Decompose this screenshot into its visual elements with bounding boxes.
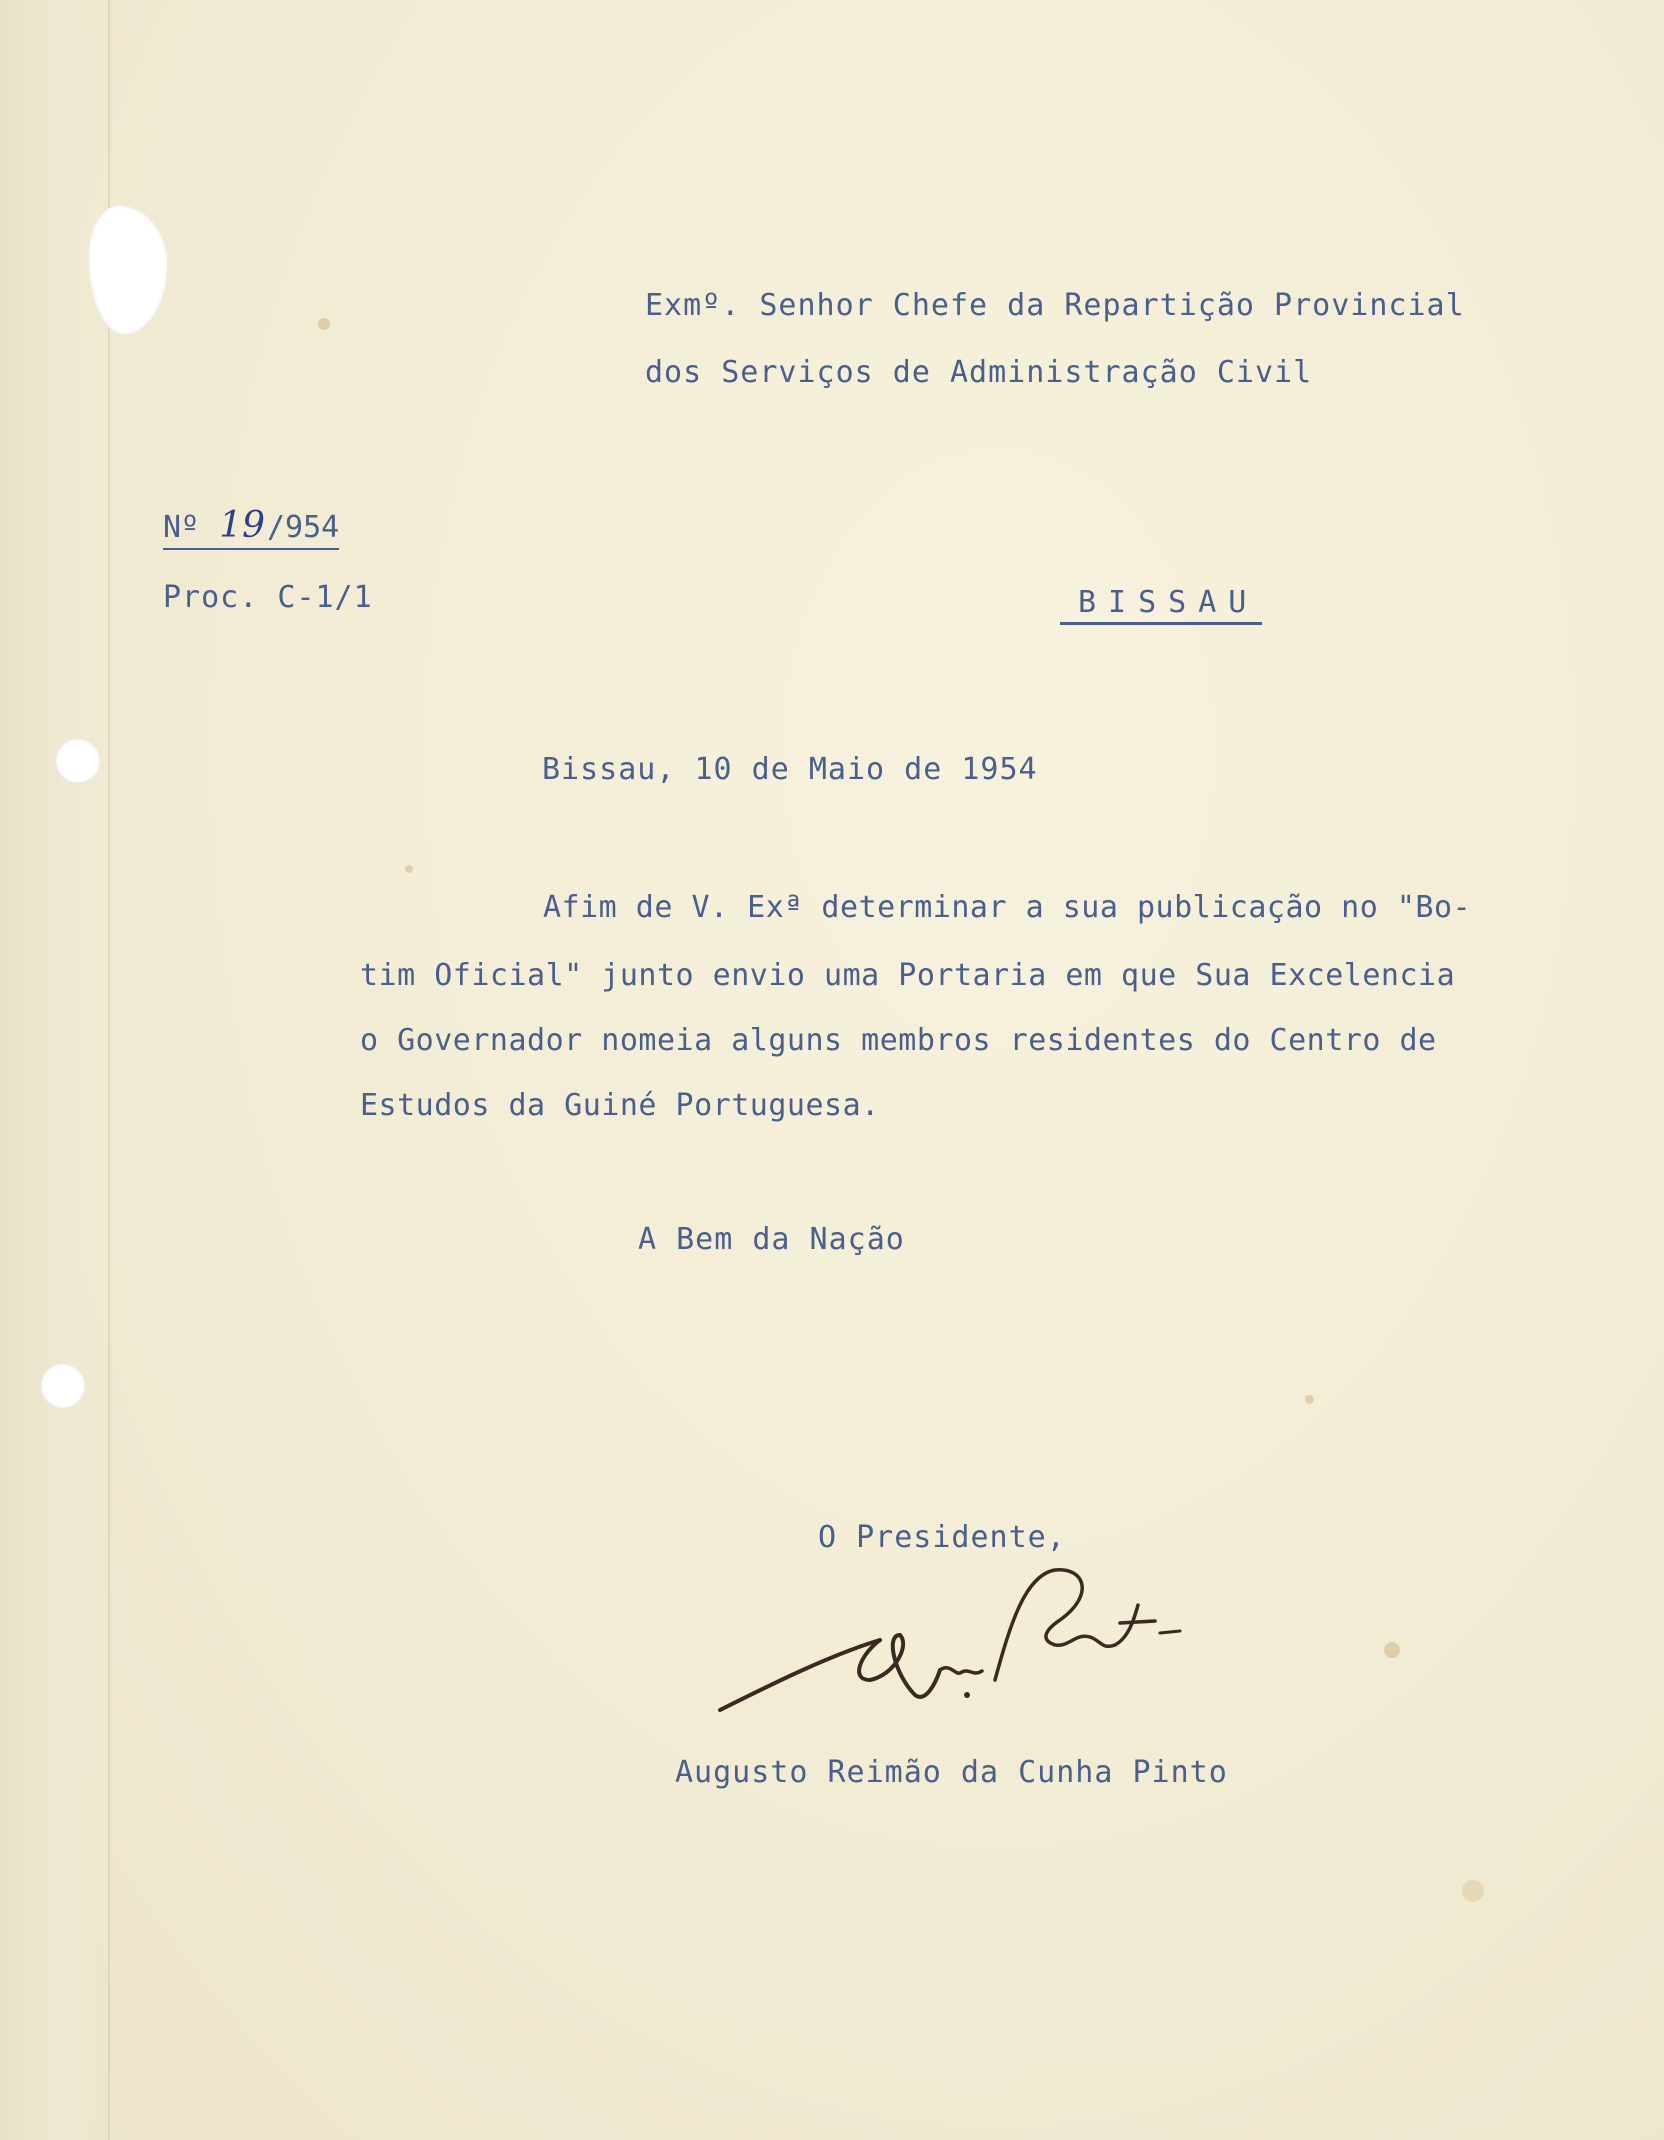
process-reference: Proc. C-1/1 [163,580,373,615]
addressee-line-1: Exmº. Senhor Chefe da Repartição Provincial [645,288,1465,323]
handwritten-signature [710,1545,1190,1735]
body-line: tim Oficial" junto envio uma Portaria em que Sua Excelencia [360,958,1456,993]
reference-number-handwritten: 19 [219,505,265,546]
signatory-title: O Presidente, [818,1520,1066,1555]
body-line: o Governador nomeia alguns membros residentes do Centro de [360,1023,1437,1058]
paper-tear [88,205,168,335]
body-line: Afim de V. Exª determinar a sua publicação no "Bo- [543,890,1472,925]
destination-label: BISSAU [1060,585,1262,625]
body-line: Estudos da Guiné Portuguesa. [360,1088,880,1123]
paper-stain [318,318,330,330]
reference-number-suffix: /954 [267,510,340,545]
reference-number [163,505,339,550]
punch-hole-bottom [40,1363,86,1409]
paper-stain [1384,1642,1400,1658]
paper-stain [405,865,413,873]
closing-phrase: A Bem da Nação [638,1222,905,1257]
punch-hole-top [55,738,101,784]
signatory-name: Augusto Reimão da Cunha Pinto [675,1755,1228,1790]
paper-stain [1462,1880,1484,1902]
addressee-line-2: dos Serviços de Administração Civil [645,355,1313,390]
paper-stain [1305,1395,1314,1404]
reference-number-prefix: Nº [163,510,200,545]
paper-left-margin [0,0,110,2140]
date-line: Bissau, 10 de Maio de 1954 [542,752,1038,787]
